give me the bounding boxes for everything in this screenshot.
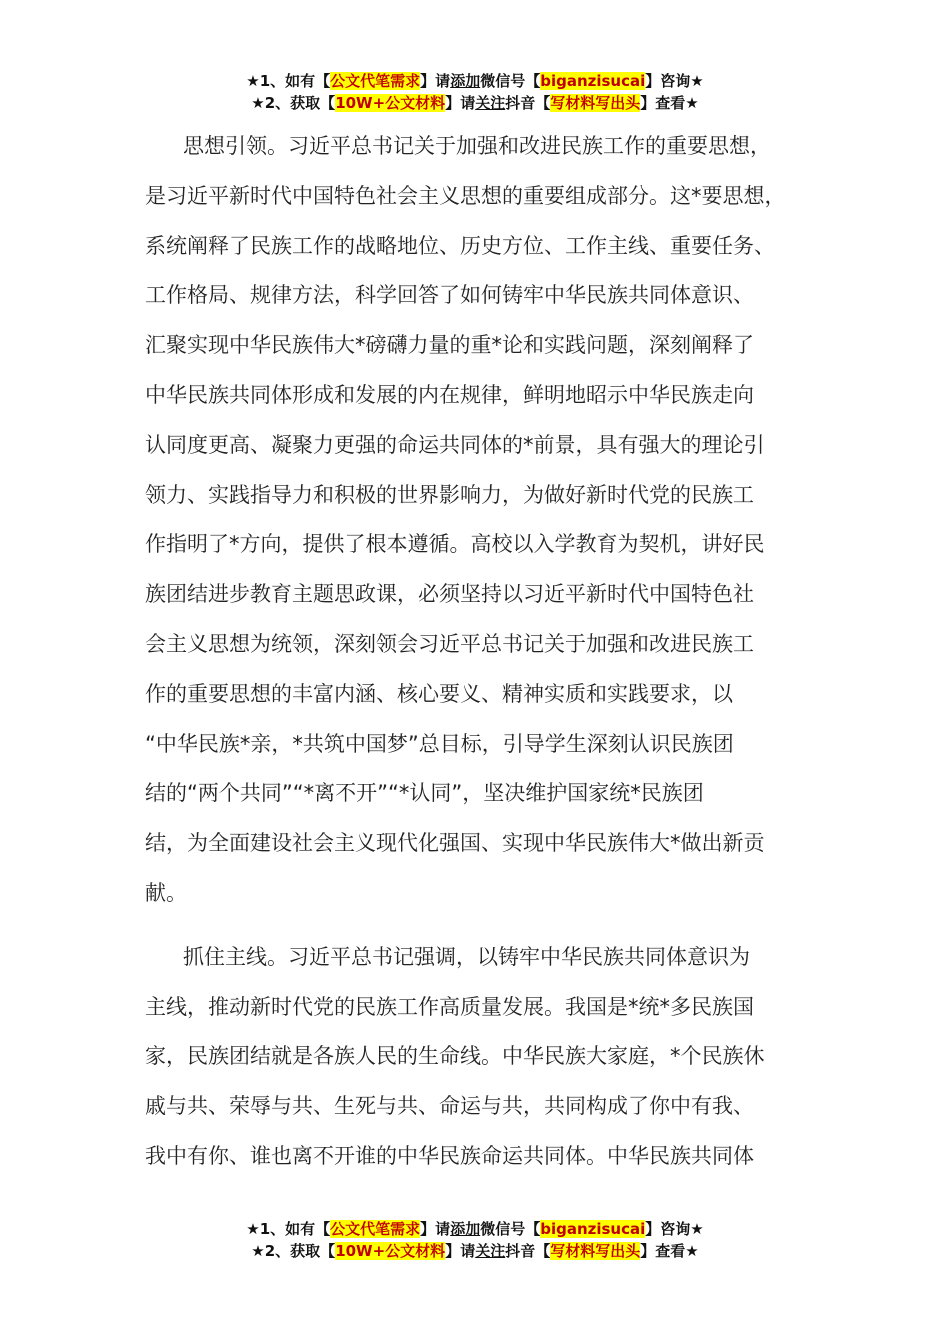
highlight-wechat-id: biganzisucai: [540, 72, 646, 90]
text-line: 思想引领。习近平总书记关于加强和改进民族工作的重要思想，: [183, 134, 771, 158]
footer-banner: [0, 1218, 950, 1262]
paragraph-thought-guidance: [145, 122, 835, 919]
text-line: 工作格局、规律方法，科学回答了如何铸牢中华民族共同体意识、: [145, 283, 754, 308]
text-line: 系统阐释了民族工作的战略地位、历史方位、工作主线、重要任务、: [145, 233, 775, 258]
text-line: 中华民族共同体形成和发展的内在规律，鲜明地昭示中华民族走向: [145, 382, 754, 407]
header-banner: [0, 70, 950, 114]
text-line: 认同度更高、凝聚力更强的命运共同体的*前景，具有强大的理论引: [145, 432, 765, 457]
banner-line-2: ★2、获取【10W+公文材料】请关注抖音【写材料写出头】查看★: [251, 94, 699, 112]
paragraph-gap: [145, 919, 835, 933]
text-line: 家，民族团结就是各族人民的生命线。中华民族大家庭，*个民族休: [145, 1044, 765, 1069]
highlight-service: 公文代笔需求: [330, 1220, 421, 1238]
banner-line-2: ★2、获取【10W+公文材料】请关注抖音【写材料写出头】查看★: [251, 1242, 699, 1260]
highlight-service: 公文代笔需求: [330, 72, 421, 90]
paragraph-main-line: [145, 933, 835, 1182]
text-line: 族团结进步教育主题思政课，必须坚持以习近平新时代中国特色社: [145, 582, 754, 607]
text-line: 抓住主线。习近平总书记强调，以铸牢中华民族共同体意识为: [183, 944, 750, 969]
highlight-wechat-id: biganzisucai: [540, 1220, 646, 1238]
document-body: [145, 122, 835, 1182]
highlight-materials: 10W+公文材料: [335, 94, 446, 112]
highlight-materials: 10W+公文材料: [335, 1242, 446, 1260]
highlight-douyin: 写材料写出头: [550, 94, 641, 112]
highlight-douyin: 写材料写出头: [550, 1242, 641, 1260]
text-line: “中华民族*亲，*共筑中国梦”总目标，引导学生深刻认识民族团: [145, 731, 734, 756]
text-line: 戚与共、荣辱与共、生死与共、命运与共，共同构成了你中有我、: [145, 1094, 754, 1119]
text-line: 作的重要思想的丰富内涵、核心要义、精神实质和实践要求，以: [145, 681, 733, 706]
text-line: 汇聚实现中华民族伟大*磅礴力量的重*论和实践问题，深刻阐释了: [145, 333, 754, 358]
banner-line-1: ★1、如有【公文代笔需求】请添加微信号【biganzisucai】咨询★: [246, 72, 704, 90]
text-line: 是习近平新时代中国特色社会主义思想的重要组成部分。这*要思想，: [145, 183, 786, 208]
text-line: 我中有你、谁也离不开谁的中华民族命运共同体。中华民族共同体: [145, 1143, 754, 1168]
text-line: 会主义思想为统领，深刻领会习近平总书记关于加强和改进民族工: [145, 631, 754, 656]
text-line: 作指明了*方向，提供了根本遵循。高校以入学教育为契机，讲好民: [145, 532, 765, 557]
text-line: 结，为全面建设社会主义现代化强国、实现中华民族伟大*做出新贡: [145, 831, 765, 856]
text-line: 领力、实践指导力和积极的世界影响力，为做好新时代党的民族工: [145, 482, 754, 507]
text-line: 主线，推动新时代党的民族工作高质量发展。我国是*统*多民族国: [145, 994, 754, 1019]
text-line: 结的“两个共同”“*离不开”“*认同”，坚决维护国家统*民族团: [145, 781, 704, 806]
text-line: 献。: [145, 880, 187, 905]
banner-line-1: ★1、如有【公文代笔需求】请添加微信号【biganzisucai】咨询★: [246, 1220, 704, 1238]
